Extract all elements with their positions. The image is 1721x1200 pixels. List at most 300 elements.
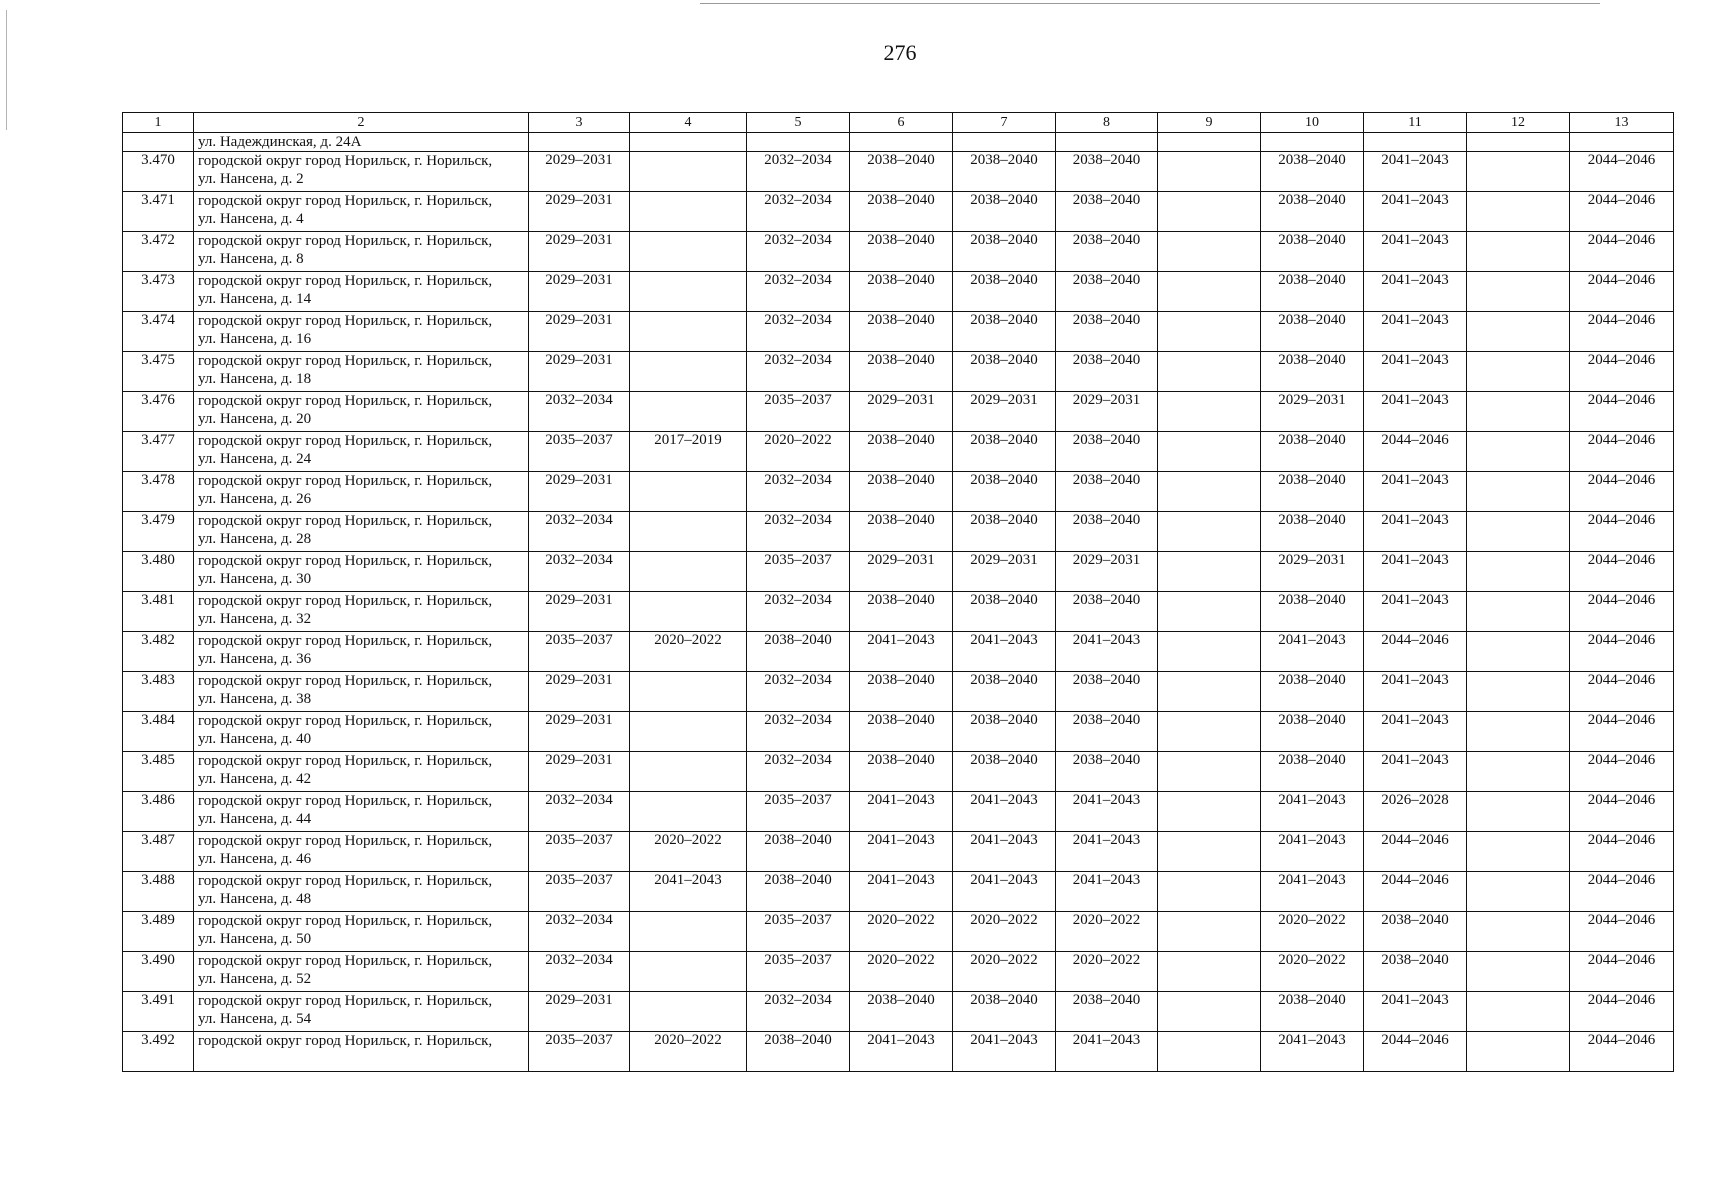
period-cell-c5: 2032–2034 (747, 192, 850, 232)
address-line: ул. Нансена, д. 28 (198, 531, 312, 547)
period-cell-c10: 2038–2040 (1261, 432, 1364, 472)
row-number-cell: 3.480 (123, 552, 194, 592)
table-row (123, 472, 1674, 512)
period-cell-c7: 2038–2040 (953, 432, 1056, 472)
period-cell-c11: 2041–2043 (1364, 752, 1467, 792)
address-line: ул. Нансена, д. 54 (198, 1011, 312, 1027)
period-cell-c12 (1467, 672, 1570, 712)
column-header: 9 (1158, 113, 1261, 133)
address-line: ул. Нансена, д. 52 (198, 971, 312, 987)
column-header: 7 (953, 113, 1056, 133)
row-number-cell: 3.490 (123, 952, 194, 992)
period-cell-c9 (1158, 272, 1261, 312)
period-cell-c3: 2029–2031 (529, 592, 630, 632)
period-cell-c8: 2038–2040 (1056, 672, 1158, 712)
address-line: городской округ город Норильск, г. Норильск, (198, 393, 493, 409)
period-cell-c6: 2041–2043 (850, 872, 953, 912)
address-line: городской округ город Норильск, г. Норильск, (198, 153, 493, 169)
column-header: 5 (747, 113, 850, 133)
period-cell-c4 (630, 152, 747, 192)
period-cell-c12 (1467, 832, 1570, 872)
period-cell-c3: 2035–2037 (529, 832, 630, 872)
period-cell-c9 (1158, 392, 1261, 432)
period-cell-c12 (1467, 592, 1570, 632)
period-cell-c8: 2041–2043 (1056, 792, 1158, 832)
period-cell-c4 (630, 592, 747, 632)
period-cell-c11: 2041–2043 (1364, 312, 1467, 352)
table-row (123, 232, 1674, 272)
column-header: 12 (1467, 113, 1570, 133)
table-row (123, 672, 1674, 712)
cell (747, 133, 850, 152)
period-cell-c7: 2041–2043 (953, 872, 1056, 912)
period-cell-c11: 2044–2046 (1364, 832, 1467, 872)
period-cell-c10: 2029–2031 (1261, 552, 1364, 592)
period-cell-c3: 2035–2037 (529, 1032, 630, 1072)
period-cell-c8: 2038–2040 (1056, 512, 1158, 552)
period-cell-c6: 2038–2040 (850, 192, 953, 232)
period-cell-c13: 2044–2046 (1570, 152, 1674, 192)
period-cell-c9 (1158, 872, 1261, 912)
period-cell-c6: 2038–2040 (850, 352, 953, 392)
period-cell-c4 (630, 192, 747, 232)
address-line: городской округ город Норильск, г. Норильск, (198, 593, 493, 609)
address-line: ул. Нансена, д. 50 (198, 931, 312, 947)
continuation-row (123, 133, 1674, 152)
period-cell-c8: 2041–2043 (1056, 1032, 1158, 1072)
period-cell-c11: 2041–2043 (1364, 192, 1467, 232)
address-cell (194, 352, 529, 392)
row-number-cell: 3.476 (123, 392, 194, 432)
period-cell-c10: 2038–2040 (1261, 752, 1364, 792)
row-number-cell: 3.485 (123, 752, 194, 792)
period-cell-c5: 2020–2022 (747, 432, 850, 472)
period-cell-c11: 2026–2028 (1364, 792, 1467, 832)
period-cell-c3: 2032–2034 (529, 952, 630, 992)
period-cell-c13: 2044–2046 (1570, 752, 1674, 792)
period-cell-c10: 2041–2043 (1261, 1032, 1364, 1072)
period-cell-c7: 2041–2043 (953, 792, 1056, 832)
period-cell-c7: 2041–2043 (953, 1032, 1056, 1072)
cell (1467, 133, 1570, 152)
column-header: 3 (529, 113, 630, 133)
period-cell-c12 (1467, 232, 1570, 272)
address-line: городской округ город Норильск, г. Норильск, (198, 873, 493, 889)
row-number-cell: 3.489 (123, 912, 194, 952)
period-cell-c6: 2020–2022 (850, 912, 953, 952)
period-cell-c13: 2044–2046 (1570, 552, 1674, 592)
period-cell-c13: 2044–2046 (1570, 632, 1674, 672)
period-cell-c7: 2038–2040 (953, 312, 1056, 352)
address-line: ул. Нансена, д. 44 (198, 811, 312, 827)
period-cell-c8: 2041–2043 (1056, 872, 1158, 912)
period-cell-c13: 2044–2046 (1570, 312, 1674, 352)
column-number-row (123, 113, 1674, 133)
address-cell (194, 672, 529, 712)
period-cell-c9 (1158, 432, 1261, 472)
period-cell-c13: 2044–2046 (1570, 712, 1674, 752)
address-line: городской округ город Норильск, г. Норильск, (198, 753, 493, 769)
period-cell-c9 (1158, 552, 1261, 592)
cell (850, 133, 953, 152)
period-cell-c12 (1467, 312, 1570, 352)
address-cell (194, 232, 529, 272)
period-cell-c10: 2041–2043 (1261, 832, 1364, 872)
period-cell-c11: 2041–2043 (1364, 272, 1467, 312)
period-cell-c4 (630, 232, 747, 272)
period-cell-c9 (1158, 352, 1261, 392)
period-cell-c9 (1158, 1032, 1261, 1072)
period-cell-c7: 2038–2040 (953, 992, 1056, 1032)
table-row (123, 512, 1674, 552)
cell (529, 133, 630, 152)
address-line: городской округ город Норильск, г. Норильск, (198, 913, 493, 929)
period-cell-c6: 2041–2043 (850, 632, 953, 672)
column-header: 11 (1364, 113, 1467, 133)
address-line: городской округ город Норильск, г. Норильск, (198, 633, 493, 649)
period-cell-c11: 2041–2043 (1364, 352, 1467, 392)
address-line: городской округ город Норильск, г. Норильск, (198, 793, 493, 809)
address-cell (194, 1032, 529, 1072)
period-cell-c7: 2038–2040 (953, 712, 1056, 752)
period-cell-c9 (1158, 232, 1261, 272)
period-cell-c12 (1467, 912, 1570, 952)
period-cell-c12 (1467, 352, 1570, 392)
period-cell-c11: 2038–2040 (1364, 952, 1467, 992)
row-number-cell: 3.484 (123, 712, 194, 752)
period-cell-c11: 2041–2043 (1364, 592, 1467, 632)
address-line: ул. Нансена, д. 42 (198, 771, 312, 787)
address-line: городской округ город Норильск, г. Норильск, (198, 273, 493, 289)
period-cell-c10: 2038–2040 (1261, 512, 1364, 552)
address-line: ул. Нансена, д. 20 (198, 411, 312, 427)
row-number-cell: 3.470 (123, 152, 194, 192)
period-cell-c7: 2038–2040 (953, 192, 1056, 232)
period-cell-c12 (1467, 992, 1570, 1032)
address-line: ул. Нансена, д. 38 (198, 691, 312, 707)
period-cell-c8: 2038–2040 (1056, 152, 1158, 192)
table-row (123, 152, 1674, 192)
address-line: ул. Нансена, д. 2 (198, 171, 304, 187)
period-cell-c3: 2029–2031 (529, 352, 630, 392)
period-cell-c5: 2032–2034 (747, 272, 850, 312)
period-cell-c8: 2020–2022 (1056, 952, 1158, 992)
period-cell-c10: 2041–2043 (1261, 872, 1364, 912)
row-number-cell: 3.474 (123, 312, 194, 352)
period-cell-c12 (1467, 872, 1570, 912)
period-cell-c3: 2029–2031 (529, 312, 630, 352)
period-cell-c4 (630, 992, 747, 1032)
period-cell-c8: 2038–2040 (1056, 992, 1158, 1032)
period-cell-c9 (1158, 952, 1261, 992)
period-cell-c5: 2032–2034 (747, 592, 850, 632)
cell (1158, 133, 1261, 152)
period-cell-c12 (1467, 632, 1570, 672)
period-cell-c10: 2041–2043 (1261, 792, 1364, 832)
period-cell-c7: 2020–2022 (953, 952, 1056, 992)
period-cell-c13: 2044–2046 (1570, 232, 1674, 272)
table-row (123, 952, 1674, 992)
row-number-cell: 3.477 (123, 432, 194, 472)
table-row (123, 752, 1674, 792)
period-cell-c7: 2038–2040 (953, 152, 1056, 192)
row-number-cell: 3.488 (123, 872, 194, 912)
period-cell-c11: 2041–2043 (1364, 472, 1467, 512)
period-cell-c9 (1158, 752, 1261, 792)
period-cell-c10: 2038–2040 (1261, 272, 1364, 312)
period-cell-c10: 2038–2040 (1261, 672, 1364, 712)
address-line: городской округ город Норильск, г. Норильск, (198, 473, 493, 489)
period-cell-c4 (630, 712, 747, 752)
cell (1364, 133, 1467, 152)
cell (1056, 133, 1158, 152)
period-cell-c5: 2035–2037 (747, 952, 850, 992)
period-cell-c8: 2041–2043 (1056, 632, 1158, 672)
period-cell-c4 (630, 272, 747, 312)
address-line: ул. Нансена, д. 32 (198, 611, 312, 627)
period-cell-c7: 2038–2040 (953, 232, 1056, 272)
period-cell-c7: 2041–2043 (953, 832, 1056, 872)
period-cell-c8: 2038–2040 (1056, 232, 1158, 272)
period-cell-c9 (1158, 672, 1261, 712)
period-cell-c12 (1467, 272, 1570, 312)
table-row (123, 552, 1674, 592)
period-cell-c6: 2038–2040 (850, 152, 953, 192)
period-cell-c11: 2041–2043 (1364, 512, 1467, 552)
cell (1570, 133, 1674, 152)
address-cell (194, 992, 529, 1032)
row-number-cell: 3.471 (123, 192, 194, 232)
row-number-cell: 3.478 (123, 472, 194, 512)
page-number: 276 (883, 40, 917, 65)
period-cell-c12 (1467, 952, 1570, 992)
period-cell-c4 (630, 312, 747, 352)
address-cell (194, 432, 529, 472)
period-cell-c13: 2044–2046 (1570, 472, 1674, 512)
period-cell-c4 (630, 952, 747, 992)
period-cell-c5: 2032–2034 (747, 672, 850, 712)
row-number-cell: 3.491 (123, 992, 194, 1032)
address-line: ул. Нансена, д. 30 (198, 571, 312, 587)
address-line: ул. Нансена, д. 8 (198, 251, 304, 267)
period-cell-c7: 2038–2040 (953, 752, 1056, 792)
period-cell-c12 (1467, 1032, 1570, 1072)
period-cell-c9 (1158, 992, 1261, 1032)
period-cell-c11: 2044–2046 (1364, 872, 1467, 912)
row-number-cell: 3.472 (123, 232, 194, 272)
period-cell-c6: 2038–2040 (850, 312, 953, 352)
period-cell-c8: 2029–2031 (1056, 552, 1158, 592)
column-header: 2 (194, 113, 529, 133)
table-row (123, 352, 1674, 392)
period-cell-c7: 2041–2043 (953, 632, 1056, 672)
period-cell-c12 (1467, 472, 1570, 512)
period-cell-c4 (630, 512, 747, 552)
address-line: ул. Нансена, д. 26 (198, 491, 312, 507)
period-cell-c5: 2038–2040 (747, 872, 850, 912)
address-cell (194, 192, 529, 232)
address-line: городской округ город Норильск, г. Норильск, (198, 833, 493, 849)
period-cell-c8: 2038–2040 (1056, 352, 1158, 392)
address-cell (194, 792, 529, 832)
period-cell-c4: 2020–2022 (630, 1032, 747, 1072)
table-row (123, 592, 1674, 632)
row-number-cell: 3.481 (123, 592, 194, 632)
address-line: ул. Нансена, д. 14 (198, 291, 312, 307)
period-cell-c7: 2038–2040 (953, 672, 1056, 712)
period-cell-c6: 2038–2040 (850, 272, 953, 312)
period-cell-c9 (1158, 632, 1261, 672)
address-cell (194, 312, 529, 352)
period-cell-c11: 2041–2043 (1364, 552, 1467, 592)
period-cell-c13: 2044–2046 (1570, 832, 1674, 872)
scan-top-rule (700, 3, 1600, 4)
period-cell-c4 (630, 472, 747, 512)
period-cell-c11: 2044–2046 (1364, 632, 1467, 672)
period-cell-c4: 2017–2019 (630, 432, 747, 472)
period-cell-c8: 2041–2043 (1056, 832, 1158, 872)
period-cell-c8: 2038–2040 (1056, 752, 1158, 792)
period-cell-c3: 2029–2031 (529, 472, 630, 512)
column-header: 10 (1261, 113, 1364, 133)
period-cell-c3: 2029–2031 (529, 272, 630, 312)
period-cell-c12 (1467, 512, 1570, 552)
period-cell-c9 (1158, 152, 1261, 192)
row-number-cell: 3.487 (123, 832, 194, 872)
period-cell-c3: 2029–2031 (529, 712, 630, 752)
cell (953, 133, 1056, 152)
address-cell (194, 912, 529, 952)
period-cell-c3: 2029–2031 (529, 672, 630, 712)
period-cell-c8: 2038–2040 (1056, 712, 1158, 752)
period-cell-c7: 2038–2040 (953, 352, 1056, 392)
period-cell-c13: 2044–2046 (1570, 872, 1674, 912)
address-line: городской округ город Норильск, г. Норильск, (198, 353, 493, 369)
period-cell-c8: 2038–2040 (1056, 192, 1158, 232)
period-cell-c6: 2038–2040 (850, 992, 953, 1032)
address-line: городской округ город Норильск, г. Норильск, (198, 1033, 493, 1049)
address-cell (194, 472, 529, 512)
period-cell-c8: 2038–2040 (1056, 272, 1158, 312)
address-cell (194, 752, 529, 792)
period-cell-c7: 2038–2040 (953, 592, 1056, 632)
cell (630, 133, 747, 152)
period-cell-c9 (1158, 912, 1261, 952)
period-cell-c6: 2038–2040 (850, 232, 953, 272)
period-cell-c10: 2029–2031 (1261, 392, 1364, 432)
period-cell-c13: 2044–2046 (1570, 352, 1674, 392)
address-cell (194, 872, 529, 912)
address-line: ул. Нансена, д. 46 (198, 851, 312, 867)
period-cell-c6: 2038–2040 (850, 472, 953, 512)
address-cell (194, 592, 529, 632)
table-row (123, 272, 1674, 312)
period-cell-c5: 2032–2034 (747, 312, 850, 352)
address-line: городской округ город Норильск, г. Норильск, (198, 433, 493, 449)
period-cell-c10: 2038–2040 (1261, 712, 1364, 752)
period-cell-c10: 2020–2022 (1261, 912, 1364, 952)
period-cell-c12 (1467, 152, 1570, 192)
period-cell-c4: 2020–2022 (630, 832, 747, 872)
period-cell-c13: 2044–2046 (1570, 912, 1674, 952)
table-row (123, 792, 1674, 832)
period-cell-c6: 2041–2043 (850, 1032, 953, 1072)
period-cell-c11: 2041–2043 (1364, 232, 1467, 272)
address-line: городской округ город Норильск, г. Норильск, (198, 673, 493, 689)
period-cell-c3: 2035–2037 (529, 872, 630, 912)
table-row (123, 712, 1674, 752)
period-cell-c6: 2041–2043 (850, 832, 953, 872)
period-cell-c8: 2038–2040 (1056, 592, 1158, 632)
period-cell-c13: 2044–2046 (1570, 592, 1674, 632)
period-cell-c13: 2044–2046 (1570, 992, 1674, 1032)
scan-left-rule (6, 10, 7, 130)
period-cell-c5: 2032–2034 (747, 232, 850, 272)
address-line: городской округ город Норильск, г. Норильск, (198, 313, 493, 329)
period-cell-c11: 2041–2043 (1364, 672, 1467, 712)
row-number-cell (123, 133, 194, 152)
period-cell-c10: 2038–2040 (1261, 472, 1364, 512)
period-cell-c10: 2020–2022 (1261, 952, 1364, 992)
period-cell-c3: 2029–2031 (529, 992, 630, 1032)
period-cell-c9 (1158, 192, 1261, 232)
period-cell-c6: 2038–2040 (850, 712, 953, 752)
period-cell-c9 (1158, 712, 1261, 752)
period-cell-c12 (1467, 192, 1570, 232)
period-cell-c5: 2032–2034 (747, 712, 850, 752)
period-cell-c13: 2044–2046 (1570, 792, 1674, 832)
period-cell-c4 (630, 392, 747, 432)
period-cell-c5: 2038–2040 (747, 632, 850, 672)
period-cell-c13: 2044–2046 (1570, 1032, 1674, 1072)
period-cell-c7: 2020–2022 (953, 912, 1056, 952)
period-cell-c7: 2038–2040 (953, 512, 1056, 552)
address-line: городской округ город Норильск, г. Норильск, (198, 553, 493, 569)
table-row (123, 872, 1674, 912)
period-cell-c4 (630, 912, 747, 952)
period-cell-c10: 2038–2040 (1261, 232, 1364, 272)
period-cell-c10: 2038–2040 (1261, 592, 1364, 632)
period-cell-c6: 2029–2031 (850, 552, 953, 592)
table-row (123, 992, 1674, 1032)
period-cell-c9 (1158, 592, 1261, 632)
address-cell (194, 952, 529, 992)
period-cell-c6: 2038–2040 (850, 592, 953, 632)
period-cell-c11: 2041–2043 (1364, 152, 1467, 192)
address-line: ул. Нансена, д. 40 (198, 731, 312, 747)
period-cell-c5: 2038–2040 (747, 832, 850, 872)
period-cell-c6: 2029–2031 (850, 392, 953, 432)
period-cell-c9 (1158, 512, 1261, 552)
table-row (123, 632, 1674, 672)
period-cell-c12 (1467, 392, 1570, 432)
period-cell-c4 (630, 672, 747, 712)
period-cell-c8: 2029–2031 (1056, 392, 1158, 432)
row-number-cell: 3.479 (123, 512, 194, 552)
period-cell-c3: 2032–2034 (529, 552, 630, 592)
address-cell: ул. Надеждинская, д. 24А (194, 133, 529, 152)
period-cell-c8: 2038–2040 (1056, 312, 1158, 352)
period-cell-c13: 2044–2046 (1570, 512, 1674, 552)
table-row (123, 432, 1674, 472)
period-cell-c13: 2044–2046 (1570, 272, 1674, 312)
period-cell-c3: 2032–2034 (529, 512, 630, 552)
column-header: 8 (1056, 113, 1158, 133)
address-line: ул. Нансена, д. 48 (198, 891, 312, 907)
period-cell-c3: 2032–2034 (529, 392, 630, 432)
column-header: 13 (1570, 113, 1674, 133)
address-line: ул. Нансена, д. 18 (198, 371, 312, 387)
